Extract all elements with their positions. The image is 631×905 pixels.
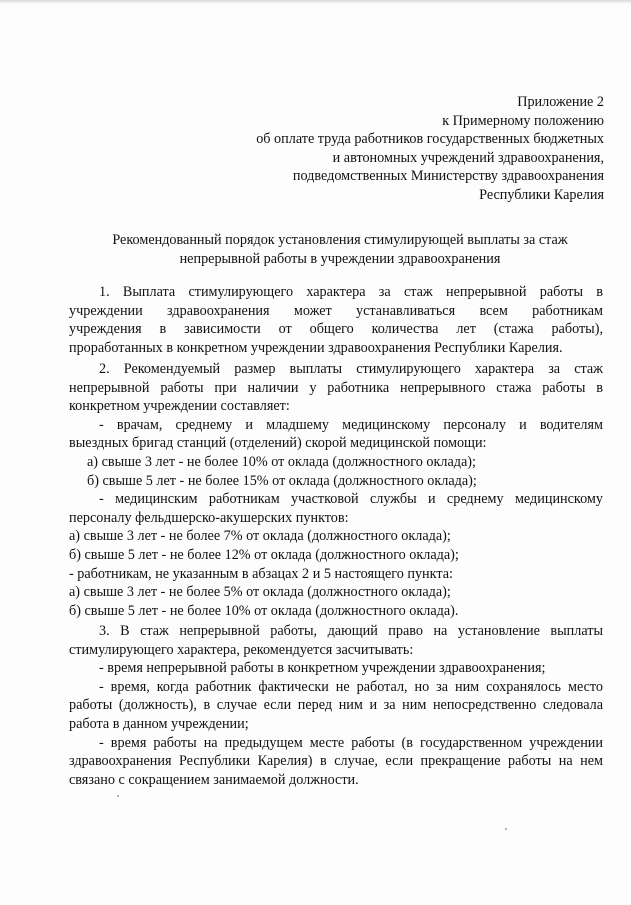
- text-line: проработанных в конкретном учреждении здравоохранения Республики Карелия.: [69, 339, 563, 356]
- text-line: а) свыше 3 лет - не более 10% от оклада (должностного оклада);: [87, 453, 476, 470]
- appendix-line: и автономных учреждений здравоохранения,: [332, 149, 604, 166]
- text-line: 2. Рекомендуемый размер выплаты стимулирующего характера за стаж: [99, 361, 603, 377]
- section-3: [69, 622, 603, 789]
- text-line: - время непрерывной работы в конкретном учреждении здравоохранения;: [99, 660, 546, 677]
- text-line: 3. В стаж непрерывной работы, дающий право на установление выплаты: [99, 623, 603, 639]
- appendix-line: об оплате труда работников государственных бюджетных: [256, 131, 604, 148]
- text-line: - время работы на предыдущем месте работы (в государственном учреждении: [99, 734, 603, 751]
- text-line: б) свыше 5 лет - не более 15% от оклада (должностного оклада);: [87, 472, 477, 489]
- text-line: 1. Выплата стимулирующего характера за стаж непрерывной работы в: [99, 284, 603, 300]
- text-line: б) свыше 5 лет - не более 12% от оклада (должностного оклада);: [69, 546, 459, 563]
- text-line: здравоохранения Республики Карелия) в случае, если прекращение работы на нем: [69, 753, 603, 770]
- text-line: - работникам, не указанным в абзацах 2 и 5 настоящего пункта:: [69, 565, 453, 582]
- appendix-line: подведомственных Министерству здравоохранения: [292, 168, 604, 185]
- text-line: работы (должность), в случае если перед ним и за ним непосредственно следовала: [69, 697, 603, 714]
- text-line: работа в данном учреждении;: [69, 715, 249, 732]
- text-line: б) свыше 5 лет - не более 10% от оклада (должностного оклада).: [69, 602, 459, 619]
- scan-speck: [505, 828, 507, 830]
- text-line: учреждении здравоохранения может устанавливаться всем работникам: [69, 302, 603, 319]
- text-line: а) свыше 3 лет - не более 5% от оклада (должностного оклада);: [69, 584, 451, 601]
- appendix-line: к Примерному положению: [442, 112, 604, 129]
- title-line: непрерывной работы в учреждении здравоохранения: [179, 250, 501, 267]
- scan-edge: [0, 0, 631, 4]
- appendix-line: Приложение 2: [517, 94, 604, 110]
- text-line: конкретном учреждении составляет:: [69, 398, 290, 415]
- document-title: [60, 231, 620, 268]
- appendix-header: [256, 93, 604, 205]
- text-line: стимулирующего характера, рекомендуется засчитывать:: [69, 641, 414, 658]
- section-2: [69, 360, 603, 620]
- text-line: - медицинским работникам участковой службы и среднему медицинскому: [99, 491, 603, 508]
- section-1: [69, 283, 603, 357]
- text-line: персоналу фельдшерско-акушерских пунктов:: [69, 509, 349, 526]
- text-line: непрерывной работы при наличии у работника непрерывного стажа работы в: [69, 379, 603, 396]
- text-line: - время, когда работник фактически не работал, но за ним сохранялось место: [99, 678, 603, 695]
- text-line: выездных бригад станций (отделений) скорой медицинской помощи:: [69, 435, 487, 452]
- appendix-line: Республики Карелия: [479, 186, 604, 203]
- text-line: а) свыше 3 лет - не более 7% от оклада (должностного оклада);: [69, 528, 451, 545]
- text-line: - врачам, среднему и младшему медицинскому персоналу и водителям: [99, 416, 603, 433]
- title-line: Рекомендованный порядок установления стимулирующей выплаты за стаж: [112, 232, 568, 248]
- text-line: учреждения в зависимости от общего количества лет (стажа работы),: [69, 321, 603, 338]
- text-line: связано с сокращением занимаемой должности.: [69, 771, 359, 788]
- scan-speck: [117, 795, 119, 797]
